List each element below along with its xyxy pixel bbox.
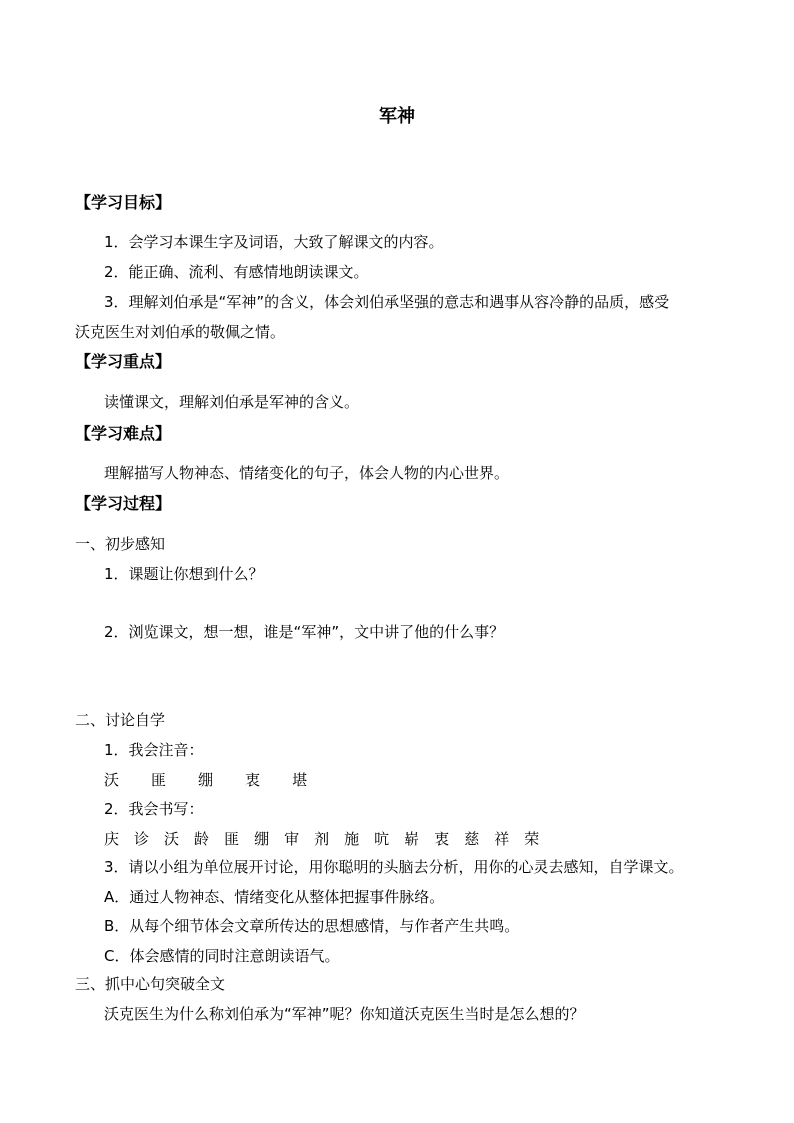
goal-item-3-cont: 沃克医生对刘伯承的敬佩之情。 xyxy=(75,323,286,341)
difficulty-text: 理解描写人物神态、情绪变化的句子，体会人物的内心世界。 xyxy=(104,464,510,482)
part1-q2: 2．浏览课文，想一想，谁是“军神”，文中讲了他的什么事？ xyxy=(104,623,505,641)
part1-q1: 1．课题让你想到什么？ xyxy=(104,565,264,583)
write-char: 慈 xyxy=(464,830,480,848)
write-char-row xyxy=(104,829,554,849)
pinyin-char: 沃 xyxy=(104,771,120,789)
option-a: A．通过人物神态、情绪变化从整体把握事件脉络。 xyxy=(104,888,445,906)
option-c: C．体会感情的同时注意朗读语气。 xyxy=(104,947,340,965)
pinyin-char-row xyxy=(104,770,339,790)
write-char: 沃 xyxy=(164,830,180,848)
heading-goals: 【学习目标】 xyxy=(75,193,172,212)
goal-item-3: 3．理解刘伯承是“军神”的含义，体会刘伯承坚强的意志和遇事从容冷静的品质，感受 xyxy=(104,293,670,311)
part3-question: 沃克医生为什么称刘伯承为“军神”呢？你知道沃克医生当时是怎么想的？ xyxy=(104,1005,585,1023)
goal-item-1: 1．会学习本课生字及词语，大致了解课文的内容。 xyxy=(104,233,444,251)
write-char: 庆 xyxy=(104,830,120,848)
heading-key: 【学习重点】 xyxy=(75,352,172,371)
write-char: 匪 xyxy=(224,830,240,848)
pinyin-char: 绷 xyxy=(198,771,214,789)
write-label: 2．我会书写： xyxy=(104,800,204,818)
write-char: 剂 xyxy=(314,830,330,848)
part3-title: 三、抓中心句突破全文 xyxy=(75,975,226,993)
pinyin-char: 匪 xyxy=(151,771,167,789)
heading-difficulty: 【学习难点】 xyxy=(75,424,172,443)
goal-item-2: 2．能正确、流利、有感情地朗读课文。 xyxy=(104,263,369,281)
write-char: 荣 xyxy=(524,830,540,848)
page-title: 军神 xyxy=(379,106,415,127)
write-char: 龄 xyxy=(194,830,210,848)
option-b: B．从每个细节体会文章所传达的思想感情，与作者产生共鸣。 xyxy=(104,917,520,935)
heading-process: 【学习过程】 xyxy=(75,494,172,513)
write-char: 吭 xyxy=(374,830,390,848)
write-char: 审 xyxy=(284,830,300,848)
discuss-instruction: 3．请以小组为单位展开讨论，用你聪明的头脑去分析，用你的心灵去感知，自学课文。 xyxy=(104,858,684,876)
write-char: 绷 xyxy=(254,830,270,848)
part2-title: 二、讨论自学 xyxy=(75,711,166,729)
pinyin-label: 1．我会注音： xyxy=(104,741,204,759)
part1-title: 一、初步感知 xyxy=(75,535,166,553)
pinyin-char: 堪 xyxy=(292,771,308,789)
key-text: 读懂课文，理解刘伯承是军神的含义。 xyxy=(104,393,360,411)
write-char: 施 xyxy=(344,830,360,848)
pinyin-char: 衷 xyxy=(245,771,261,789)
write-char: 祥 xyxy=(494,830,510,848)
write-char: 崭 xyxy=(404,830,420,848)
write-char: 衷 xyxy=(434,830,450,848)
write-char: 诊 xyxy=(134,830,150,848)
